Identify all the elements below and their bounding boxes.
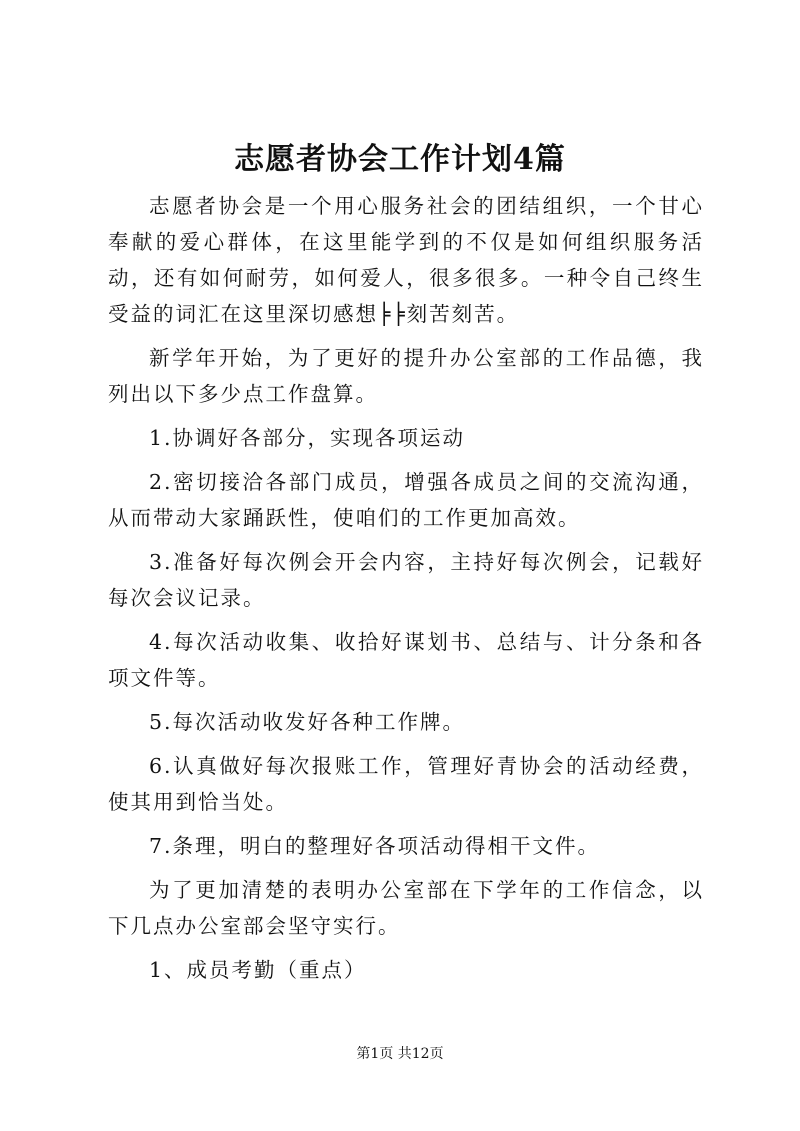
document-body — [108, 188, 704, 996]
paragraph-item-6: 6.认真做好每次报账工作，管理好青协会的活动经费，使其用到恰当处。 — [108, 754, 704, 814]
paragraph-item-1: 1.协调好各部分，实现各项运动 — [149, 426, 466, 450]
paragraph-item-2: 2.密切接洽各部门成员，增强各成员之间的交流沟通，从而带动大家踊跃性，使咱们的工作更加高效。 — [108, 470, 704, 530]
paragraph-item-5: 5.每次活动收发好各种工作牌。 — [149, 710, 466, 734]
paragraph-item-4: 4.每次活动收集、收拾好谋划书、总结与、计分条和各项文件等。 — [108, 630, 704, 690]
paragraph-intro: 志愿者协会是一个用心服务社会的团结组织，一个甘心奉献的爱心群体，在这里能学到的不仅是如何组织服务活动，还有如何耐劳，如何爱人，很多很多。一种令自己终生受益的词汇在这里深切感想╞╞刻苦刻苦。 — [108, 194, 704, 326]
paragraph-section-1: 1、成员考勤（重点） — [149, 958, 367, 982]
paragraph-plan-lead: 新学年开始，为了更好的提升办公室部的工作品德，我列出以下多少点工作盘算。 — [108, 346, 704, 406]
paragraph-commitment: 为了更加清楚的表明办公室部在下学年的工作信念，以下几点办公室部会坚守实行。 — [108, 878, 704, 938]
document-title: 志愿者协会工作计划4篇 — [234, 142, 566, 177]
page-footer: 第1页 共12页 — [356, 1046, 444, 1062]
paragraph-item-3: 3.准备好每次例会开会内容，主持好每次例会，记载好每次会议记录。 — [108, 550, 704, 610]
paragraph-item-7: 7.条理，明白的整理好各项活动得相干文件。 — [149, 834, 601, 858]
